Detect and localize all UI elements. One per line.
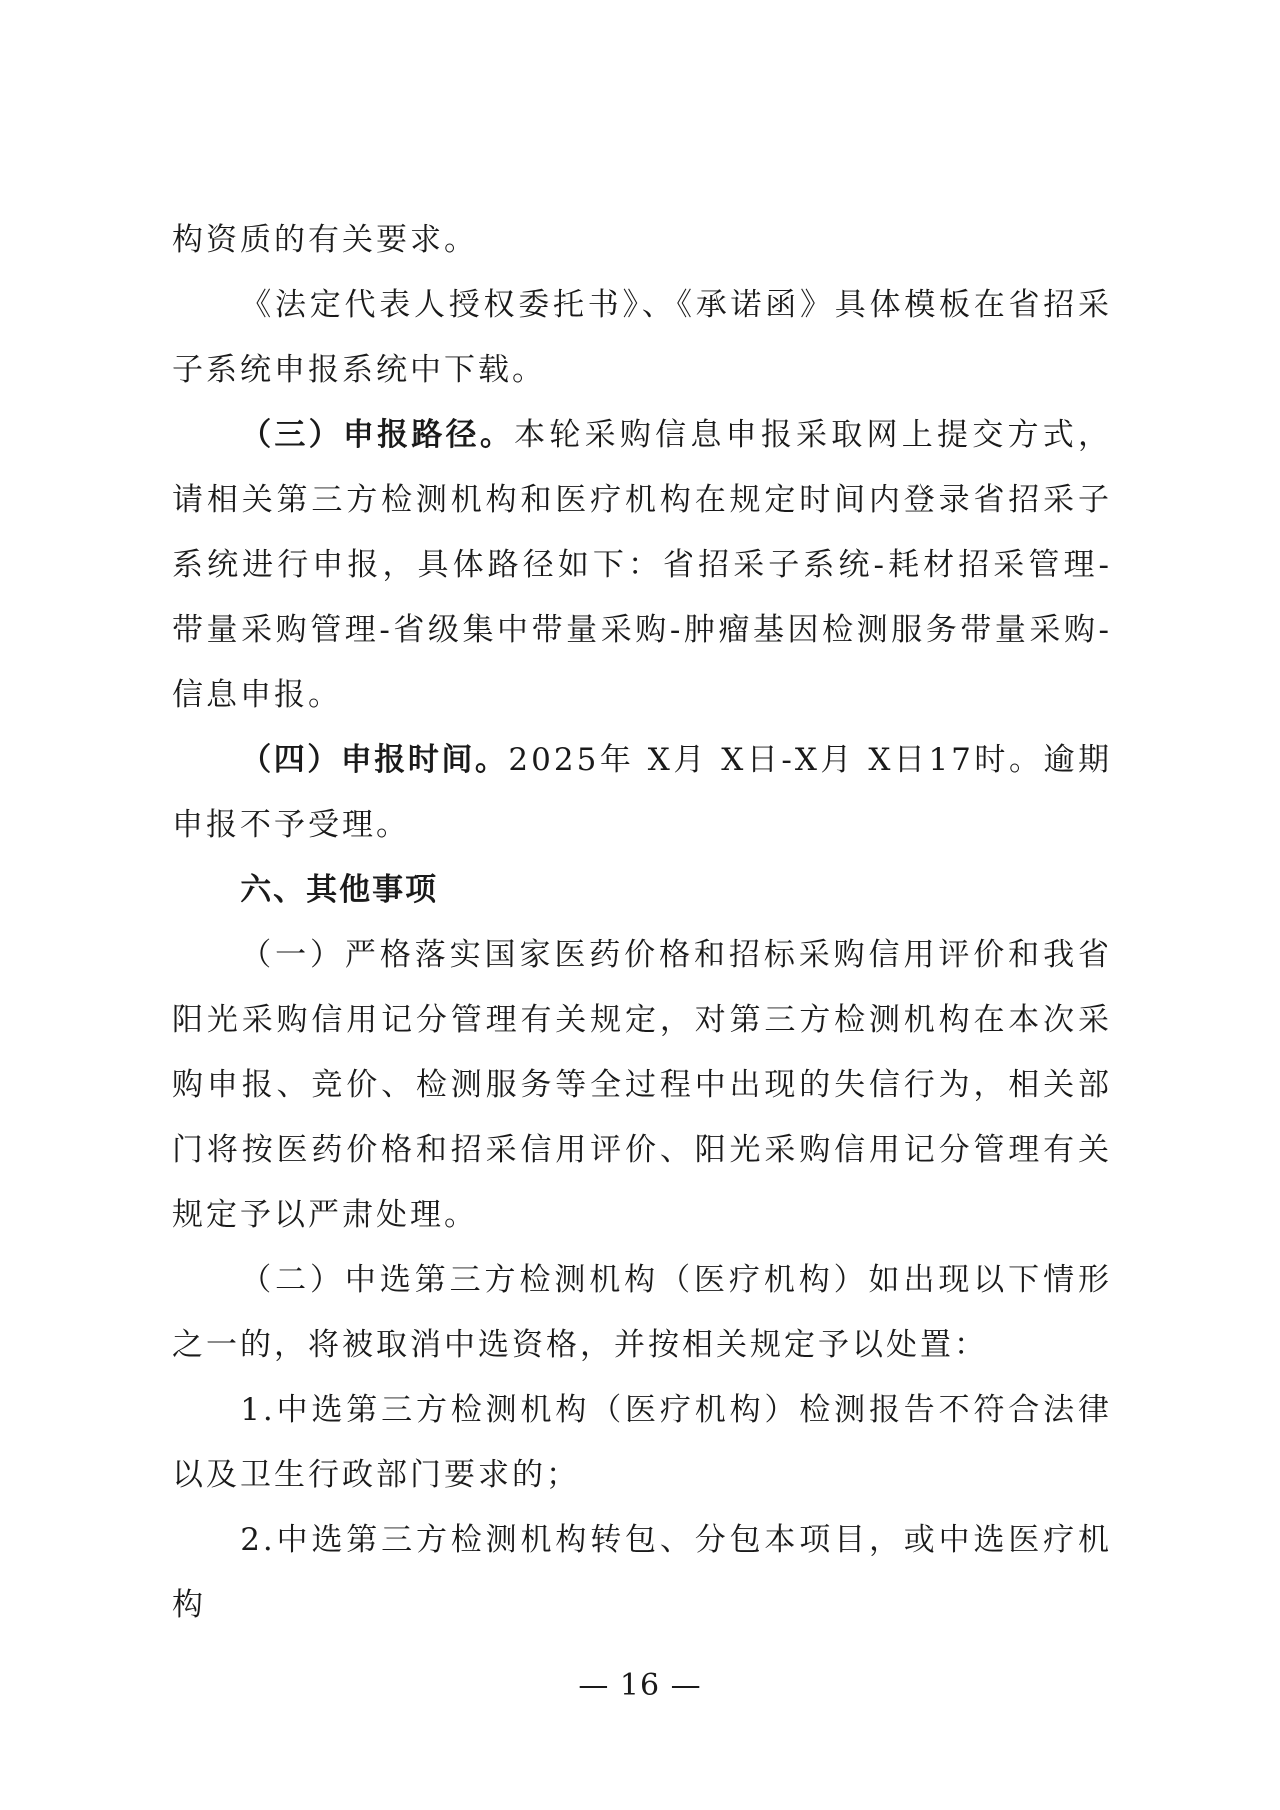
section-heading-text: 六、其他事项 bbox=[240, 872, 439, 908]
paragraph-templates bbox=[172, 273, 1112, 403]
paragraph-disqualification bbox=[172, 1248, 1112, 1378]
paragraph-text: 1.中选第三方检测机构（医疗机构）检测报告不符合法律以及卫生行政部门要求的； bbox=[172, 1392, 1112, 1493]
paragraph-lead: （三）申报路径。 bbox=[240, 417, 515, 453]
section-heading-other-matters bbox=[172, 858, 1112, 923]
list-item-1 bbox=[172, 1378, 1112, 1508]
page-number: — 16 — bbox=[578, 1668, 702, 1703]
paragraph-continuation bbox=[172, 208, 1112, 273]
paragraph-text: 《法定代表人授权委托书》、《承诺函》具体模板在省招采子系统申报系统中下载。 bbox=[172, 287, 1112, 388]
paragraph-text: （二）中选第三方检测机构（医疗机构）如出现以下情形之一的，将被取消中选资格，并按相关规定予以处置： bbox=[172, 1262, 1112, 1363]
paragraph-lead: （四）申报时间。 bbox=[240, 742, 509, 778]
paragraph-submission-time bbox=[172, 728, 1112, 858]
document-body bbox=[172, 208, 1112, 1638]
paragraph-text: （一）严格落实国家医药价格和招标采购信用评价和我省阳光采购信用记分管理有关规定，对第三方检测机构在本次采购申报、竞价、检测服务等全过程中出现的失信行为，相关部门将按医药价格和招采信用评价、阳光采购信用记分管理有关规定予以严肃处理。 bbox=[172, 937, 1112, 1233]
paragraph-submission-path bbox=[172, 403, 1112, 728]
paragraph-text: 本轮采购信息申报采取网上提交方式，请相关第三方检测机构和医疗机构在规定时间内登录省招采子系统进行申报，具体路径如下：省招采子系统-耗材招采管理-带量采购管理-省级集中带量采购-肿瘤基因检测服务带量采购-信息申报。 bbox=[172, 417, 1112, 713]
paragraph-text: 构资质的有关要求。 bbox=[172, 222, 478, 258]
paragraph-text: 2025年 X月 X日-X月 X日17时。逾期申报不予受理。 bbox=[172, 742, 1113, 843]
list-item-2 bbox=[172, 1508, 1112, 1638]
paragraph-text: 2.中选第三方检测机构转包、分包本项目，或中选医疗机构 bbox=[172, 1522, 1112, 1623]
paragraph-credit-evaluation bbox=[172, 923, 1112, 1248]
